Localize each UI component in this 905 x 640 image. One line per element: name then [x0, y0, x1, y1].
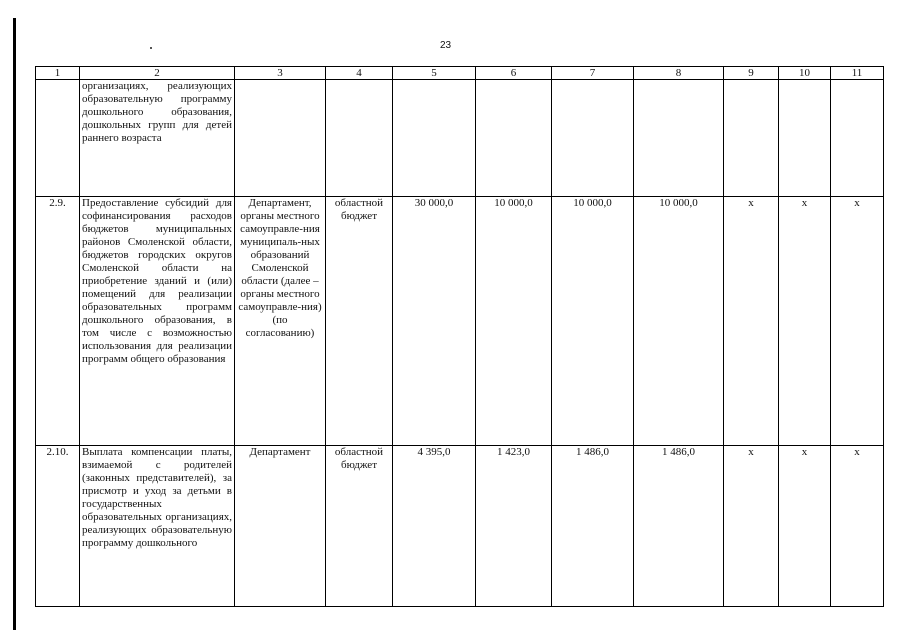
header-cell: 1 [36, 67, 80, 80]
row-year3 [634, 80, 724, 197]
program-table [35, 66, 884, 607]
header-cell: 8 [634, 67, 724, 80]
row-source [326, 80, 393, 197]
row-col11 [831, 80, 884, 197]
row-description: Выплата компенсации платы, взимаемой с родителей (законных представителей), за присмотр и уход за детьми в государственных образовательных организациях, реализующих образовательную программу дошкольного [80, 446, 235, 607]
row-col10 [779, 80, 831, 197]
row-col10: х [779, 446, 831, 607]
row-col11: х [831, 446, 884, 607]
table-row [36, 80, 884, 197]
row-col11: х [831, 197, 884, 446]
row-executor: Департамент, органы местного самоуправле-ния муниципаль-ных образований Смоленской области (далее – органы местного самоуправле-ния) (по согласованию) [235, 197, 326, 446]
table-row [36, 197, 884, 446]
row-description: организациях, реализующих образовательную программу дошкольного образования, дошкольных групп для детей раннего возраста [80, 80, 235, 197]
header-cell: 7 [552, 67, 634, 80]
scan-speck [150, 47, 152, 49]
row-col9: х [724, 446, 779, 607]
header-cell: 11 [831, 67, 884, 80]
header-cell: 5 [393, 67, 476, 80]
row-number: 2.10. [36, 446, 80, 607]
row-year3: 1 486,0 [634, 446, 724, 607]
header-cell: 10 [779, 67, 831, 80]
header-row [36, 67, 884, 80]
row-col9 [724, 80, 779, 197]
row-col9: х [724, 197, 779, 446]
header-cell: 3 [235, 67, 326, 80]
row-total: 30 000,0 [393, 197, 476, 446]
row-source: областной бюджет [326, 446, 393, 607]
table-row [36, 446, 884, 607]
header-cell: 6 [476, 67, 552, 80]
row-year1: 10 000,0 [476, 197, 552, 446]
page-edge-bar [13, 18, 16, 630]
row-year1: 1 423,0 [476, 446, 552, 607]
row-number: 2.9. [36, 197, 80, 446]
row-number [36, 80, 80, 197]
header-cell: 4 [326, 67, 393, 80]
row-executor: Департамент [235, 446, 326, 607]
header-cell: 2 [80, 67, 235, 80]
row-year2: 1 486,0 [552, 446, 634, 607]
row-description: Предоставление субсидий для софинансирования расходов бюджетов муниципальных районов Смоленской области, бюджетов городских округов Смоленской области на приобретение зданий и (или) помещений для реализации образовательных программ дошкольного образования, в том числе с возможностью использования для реализации программ общего образования [80, 197, 235, 446]
row-executor [235, 80, 326, 197]
row-col10: х [779, 197, 831, 446]
row-year2 [552, 80, 634, 197]
row-year1 [476, 80, 552, 197]
row-total [393, 80, 476, 197]
row-year2: 10 000,0 [552, 197, 634, 446]
row-source: областной бюджет [326, 197, 393, 446]
page-number: 23 [440, 40, 452, 51]
row-year3: 10 000,0 [634, 197, 724, 446]
row-total: 4 395,0 [393, 446, 476, 607]
header-cell: 9 [724, 67, 779, 80]
